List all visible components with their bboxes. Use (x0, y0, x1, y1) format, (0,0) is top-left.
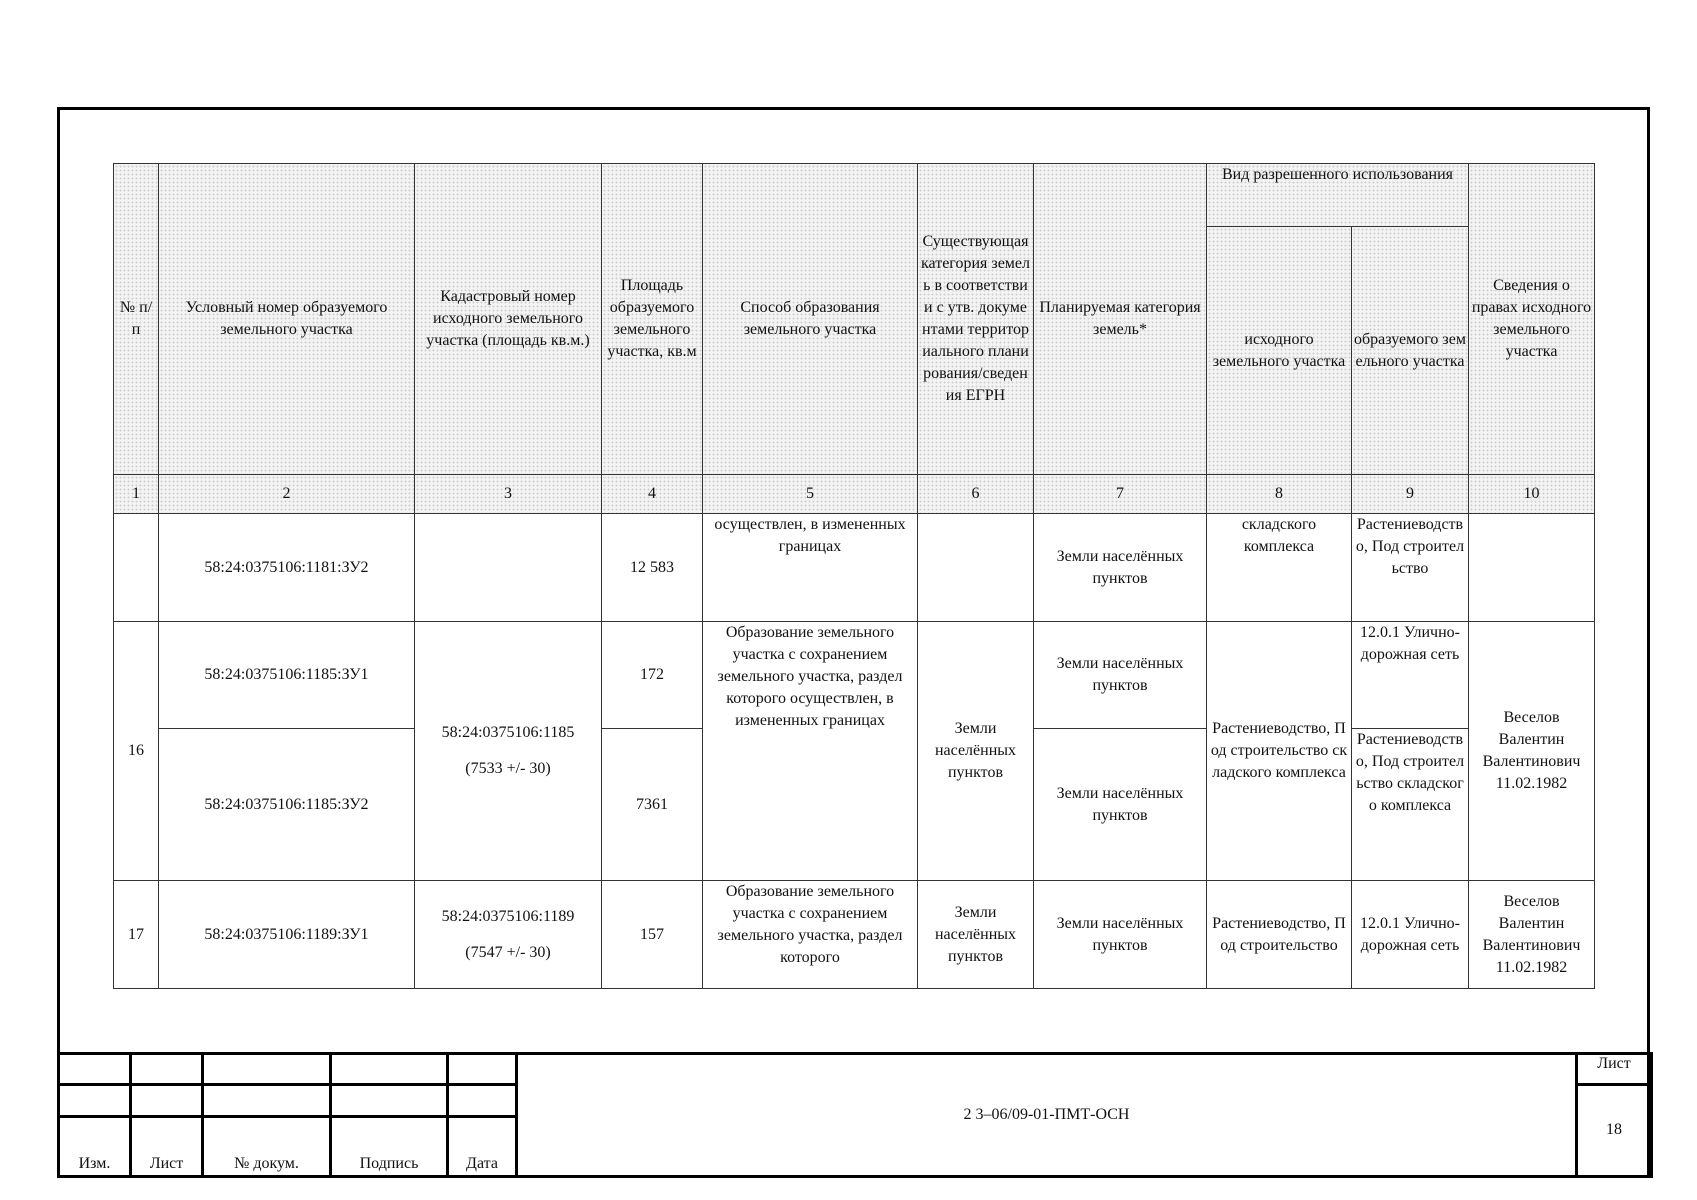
stamp-cell (203, 1084, 331, 1116)
cadastral-id: 58:24:0375106:1189 (441, 907, 575, 925)
table-cell (1469, 514, 1595, 622)
header-use-source: исходного земельного участка (1207, 227, 1352, 475)
document-code: 2 3–06/09-01-ПМТ-ОСН (517, 1054, 1577, 1177)
stamp-cell (131, 1084, 203, 1116)
header-formation-method: Способ образования земельного участка (703, 164, 918, 475)
col-number-8: 8 (1207, 475, 1352, 514)
stamp-label-change: Изм. (59, 1116, 131, 1176)
col-number-5: 5 (703, 475, 918, 514)
plot-area: 7361 (602, 729, 703, 881)
existing-category: Земли населённых пунктов (918, 622, 1034, 881)
cadastral-id: 58:24:0375106:1185 (441, 724, 575, 741)
land-plots-table (113, 163, 1595, 989)
planned-category: Земли населённых пунктов (1034, 622, 1207, 729)
row-index: 17 (114, 881, 159, 989)
use-source: складского комплекса (1207, 514, 1352, 622)
formation-method: Образование земельного участка с сохранением земельного участка, раздел которого (703, 881, 918, 989)
rights-holder: Веселов Валентин Валентинович 11.02.1982 (1469, 881, 1595, 989)
planned-category: Земли населённых пунктов (1034, 881, 1207, 989)
stamp-cell (203, 1054, 331, 1085)
col-number-4: 4 (602, 475, 703, 514)
header-use-new: образуемого земельного участка (1352, 227, 1469, 475)
plot-area: 157 (602, 881, 703, 989)
table-cell (114, 514, 159, 622)
title-block (57, 1052, 1653, 1178)
cadastral-area: (7547 +/- 30) (465, 943, 551, 961)
table-cell (415, 514, 602, 622)
col-number-6: 6 (918, 475, 1034, 514)
rights-holder: Веселов Валентин Валентинович 11.02.1982 (1469, 622, 1595, 881)
header-permitted-use: Вид разрешенного использования (1207, 164, 1469, 227)
plot-number: 58:24:0375106:1185:ЗУ2 (159, 729, 415, 881)
stamp-label-signature: Подпись (331, 1116, 448, 1176)
col-number-1: 1 (114, 475, 159, 514)
cadastral-number (415, 622, 602, 881)
stamp-cell (131, 1054, 203, 1085)
sheet-number: 18 (1577, 1084, 1652, 1176)
header-cadastral-number: Кадастровый номер исходного земельного участка (площадь кв.м.) (415, 164, 602, 475)
use-new: 12.0.1 Улично-дорожная сеть (1352, 622, 1469, 729)
stamp-label-date: Дата (448, 1116, 517, 1176)
planned-category: Земли населённых пунктов (1034, 514, 1207, 622)
row-index: 16 (114, 622, 159, 881)
stamp-cell (331, 1084, 448, 1116)
stamp-label-doc-number: № докум. (203, 1116, 331, 1176)
plot-area: 12 583 (602, 514, 703, 622)
plot-area: 172 (602, 622, 703, 729)
stamp-cell (59, 1054, 131, 1085)
col-number-2: 2 (159, 475, 415, 514)
stamp-cell (448, 1054, 517, 1085)
col-number-3: 3 (415, 475, 602, 514)
col-number-10: 10 (1469, 475, 1595, 514)
use-new: 12.0.1 Улично-дорожная сеть (1352, 881, 1469, 989)
use-source: Растениеводство, Под строительство (1207, 881, 1352, 989)
header-num: № п/п (114, 164, 159, 475)
header-planned-category: Планируемая категория земель* (1034, 164, 1207, 475)
stamp-cell (448, 1084, 517, 1116)
formation-method: осуществлен, в измененных границах (703, 514, 918, 622)
header-rights: Сведения о правах исходного земельного участка (1469, 164, 1595, 475)
plot-number: 58:24:0375106:1189:ЗУ1 (159, 881, 415, 989)
header-existing-category: Существующая категория земель в соответствии с утв. документами территориального планирования/сведения ЕГРН (918, 164, 1034, 475)
cadastral-area: (7533 +/- 30) (465, 760, 551, 777)
use-new: Растениеводство, Под строительство (1352, 514, 1469, 622)
sheet-label: Лист (1577, 1054, 1652, 1085)
existing-category: Земли населённых пунктов (918, 881, 1034, 989)
col-number-9: 9 (1352, 475, 1469, 514)
stamp-label-sheet: Лист (131, 1116, 203, 1176)
formation-method: Образование земельного участка с сохранением земельного участка, раздел которого осуществлен, в измененных границах (703, 622, 918, 881)
stamp-cell (331, 1054, 448, 1085)
header-area: Площадь образуемого земельного участка, кв.м (602, 164, 703, 475)
table-cell (918, 514, 1034, 622)
use-new: Растениеводство, Под строительство складского комплекса (1352, 729, 1469, 881)
cadastral-number (415, 881, 602, 989)
plot-number: 58:24:0375106:1181:ЗУ2 (159, 514, 415, 622)
header-conditional-number: Условный номер образуемого земельного участка (159, 164, 415, 475)
use-source: Растениеводство, Под строительство складского комплекса (1207, 622, 1352, 881)
plot-number: 58:24:0375106:1185:ЗУ1 (159, 622, 415, 729)
col-number-7: 7 (1034, 475, 1207, 514)
stamp-cell (59, 1084, 131, 1116)
planned-category: Земли населённых пунктов (1034, 729, 1207, 881)
